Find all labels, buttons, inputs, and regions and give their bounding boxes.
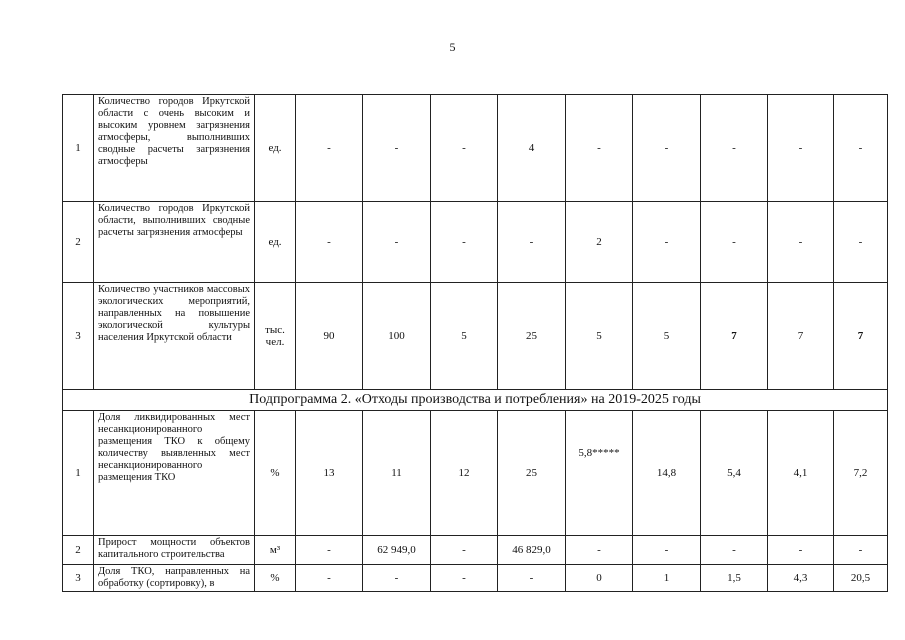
- value-cell: -: [363, 565, 431, 592]
- value-cell: -: [834, 536, 888, 565]
- table-row: [63, 536, 888, 565]
- row-number: 1: [63, 411, 94, 536]
- value-cell: -: [363, 95, 431, 202]
- subprogram-row: [63, 390, 888, 411]
- value-cell: -: [498, 202, 566, 283]
- value-cell: 1,5: [701, 565, 768, 592]
- value-cell: 90: [296, 283, 363, 390]
- value-cell: 4,3: [768, 565, 834, 592]
- value-cell: 5: [566, 283, 633, 390]
- table-row: [63, 95, 888, 202]
- value-cell: 7: [768, 283, 834, 390]
- unit-cell: %: [255, 565, 296, 592]
- value-cell: -: [296, 565, 363, 592]
- table-row: [63, 565, 888, 592]
- row-number: 1: [63, 95, 94, 202]
- value-cell: -: [633, 202, 701, 283]
- value-cell: 4,1: [768, 411, 834, 536]
- indicator-name: Количество участников массовых экологических мероприятий, направленных на повышение экологической культуры населения Иркутской области: [94, 283, 255, 390]
- value-cell: 62 949,0: [363, 536, 431, 565]
- row-number: 2: [63, 202, 94, 283]
- value-cell: 0: [566, 565, 633, 592]
- value-cell: 5,8*****: [566, 411, 633, 536]
- value-cell: -: [566, 95, 633, 202]
- value-cell: 5: [431, 283, 498, 390]
- value-cell: 13: [296, 411, 363, 536]
- subprogram-title: Подпрограмма 2. «Отходы производства и потребления» на 2019-2025 годы: [63, 390, 888, 411]
- value-cell: -: [296, 95, 363, 202]
- value-cell: 100: [363, 283, 431, 390]
- value-cell: 20,5: [834, 565, 888, 592]
- row-number: 2: [63, 536, 94, 565]
- value-cell: -: [701, 536, 768, 565]
- value-cell: 12: [431, 411, 498, 536]
- value-cell: -: [296, 536, 363, 565]
- indicator-name: Доля ликвидированных мест несанкционированного размещения ТКО к общему количеству выявленных мест несанкционированного размещения ТКО: [94, 411, 255, 536]
- indicator-name: Количество городов Иркутской области, выполнивших сводные расчеты загрязнения атмосферы: [94, 202, 255, 283]
- value-cell: 25: [498, 411, 566, 536]
- value-cell: 1: [633, 565, 701, 592]
- value-cell: 2: [566, 202, 633, 283]
- value-cell: -: [633, 95, 701, 202]
- value-cell: 11: [363, 411, 431, 536]
- value-cell: -: [431, 95, 498, 202]
- value-cell: 7,2: [834, 411, 888, 536]
- value-cell: -: [768, 202, 834, 283]
- table-row: [63, 202, 888, 283]
- unit-cell: ед.: [255, 202, 296, 283]
- page-number: 5: [449, 40, 456, 54]
- unit-cell: %: [255, 411, 296, 536]
- value-cell: 5: [633, 283, 701, 390]
- value-cell: 5,4: [701, 411, 768, 536]
- indicator-name: Прирост мощности объектов капитального строительства: [94, 536, 255, 565]
- value-cell: 7: [834, 283, 888, 390]
- value-cell: -: [834, 202, 888, 283]
- table-row: [63, 411, 888, 536]
- value-cell: 14,8: [633, 411, 701, 536]
- value-cell: -: [431, 536, 498, 565]
- value-cell: -: [363, 202, 431, 283]
- value-cell: -: [431, 565, 498, 592]
- row-number: 3: [63, 565, 94, 592]
- unit-cell: м³: [255, 536, 296, 565]
- value-cell: -: [701, 202, 768, 283]
- unit-cell: ед.: [255, 95, 296, 202]
- table-row: [63, 283, 888, 390]
- value-cell: 4: [498, 95, 566, 202]
- value-cell: -: [701, 95, 768, 202]
- indicator-name: Доля ТКО, направленных на обработку (сортировку), в: [94, 565, 255, 592]
- value-cell: 46 829,0: [498, 536, 566, 565]
- value-cell: -: [768, 95, 834, 202]
- value-cell: -: [296, 202, 363, 283]
- row-number: 3: [63, 283, 94, 390]
- indicator-name: Количество городов Иркутской области с очень высоким и высоким уровнем загрязнения атмосферы, выполнивших сводные расчеты загрязнения атмосферы: [94, 95, 255, 202]
- value-cell: -: [498, 565, 566, 592]
- indicators-table: [62, 94, 888, 592]
- unit-cell: тыс. чел.: [255, 283, 296, 390]
- value-cell: -: [768, 536, 834, 565]
- value-cell: 7: [701, 283, 768, 390]
- value-cell: -: [633, 536, 701, 565]
- value-cell: -: [834, 95, 888, 202]
- value-cell: -: [566, 536, 633, 565]
- value-cell: 25: [498, 283, 566, 390]
- value-cell: -: [431, 202, 498, 283]
